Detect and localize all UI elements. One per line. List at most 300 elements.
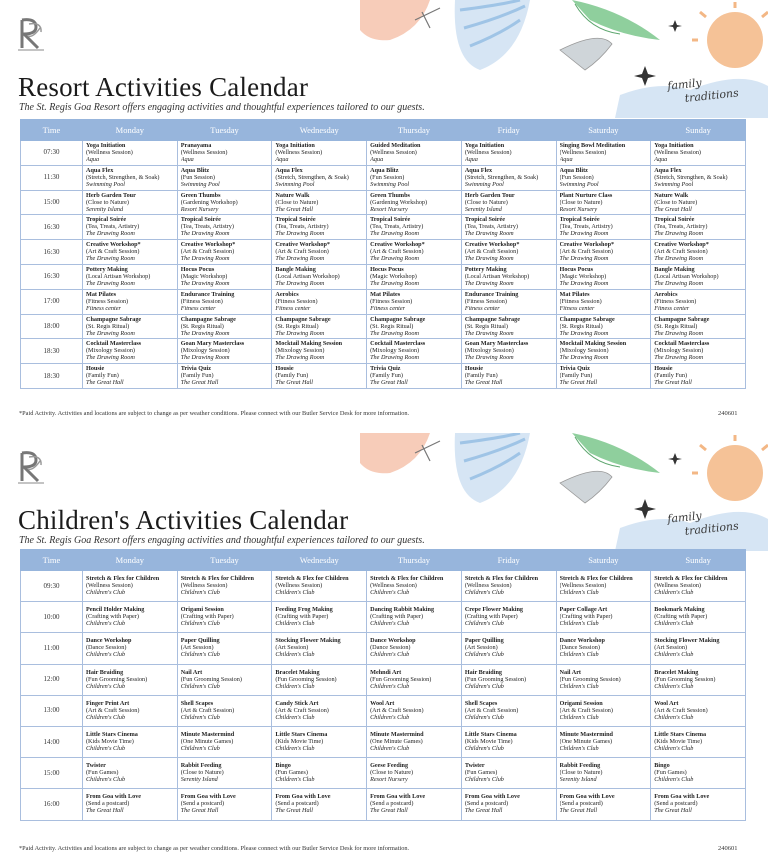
activity-cell xyxy=(177,633,272,664)
activity-type: (Crafting with Paper) xyxy=(275,613,329,621)
activity-name: Minute Mastermind xyxy=(180,730,235,738)
activity-type: (Art & Craft Session) xyxy=(86,248,140,256)
activity-type: (Send a postcard) xyxy=(86,800,130,808)
activity-type: (Crafting with Paper) xyxy=(559,613,613,621)
activity-name: Endurance Training xyxy=(464,290,519,298)
activity-type: (Fun Games) xyxy=(275,769,308,777)
activity-name: From Goa with Love xyxy=(464,793,520,801)
activity-cell xyxy=(651,364,746,389)
activity-type: (St. Regis Ritual) xyxy=(275,322,319,330)
activity-cell xyxy=(272,633,367,664)
activity-cell xyxy=(556,758,651,789)
activity-name: Nature Walk xyxy=(654,191,689,199)
activity-type: (Tea, Treats, Artistry) xyxy=(180,223,234,231)
activity-location: Resort Nursery xyxy=(559,205,598,213)
time-cell: 12:00 xyxy=(21,664,83,695)
day-header-friday: Friday xyxy=(461,550,556,571)
activity-name: Mat Pilates xyxy=(86,290,117,298)
activity-cell xyxy=(83,664,178,695)
activity-type: (Fitness Session) xyxy=(86,297,129,305)
activity-name: Mat Pilates xyxy=(559,290,590,298)
table-row xyxy=(21,789,746,820)
activity-type: (Stretch, Strengthen, & Soak) xyxy=(275,173,349,181)
activity-location: Children's Club xyxy=(370,651,410,659)
activity-cell xyxy=(177,339,272,364)
activity-type: (Close to Nature) xyxy=(275,198,319,206)
table-row xyxy=(21,695,746,726)
activity-type: (Family Fun) xyxy=(559,372,593,380)
activity-type: (Art Session) xyxy=(275,644,309,652)
activity-name: Creative Workshop* xyxy=(180,241,236,249)
activity-location: Children's Club xyxy=(464,713,504,721)
activity-type: (Wellness Session) xyxy=(370,582,417,589)
activity-cell xyxy=(461,141,556,166)
activity-type: (Fitness Session) xyxy=(275,297,318,305)
activity-location: Swimming Pool xyxy=(559,180,599,188)
activity-cell xyxy=(272,758,367,789)
activity-cell xyxy=(461,602,556,633)
activity-location: The Great Hall xyxy=(559,379,598,387)
activity-name: Herb Garden Tour xyxy=(86,191,136,199)
activity-location: Resort Nursery xyxy=(370,776,408,784)
activity-cell xyxy=(367,726,462,757)
activity-name: Tropical Soirée xyxy=(86,216,127,224)
page-subtitle: The St. Regis Goa Resort offers engaging activities and thoughtful experiences tailored to our guests. xyxy=(19,102,425,113)
activity-location: The Drawing Room xyxy=(86,329,135,337)
activity-location: The Great Hall xyxy=(180,807,219,815)
activity-cell xyxy=(83,633,178,664)
activity-cell xyxy=(272,289,367,314)
activity-location: Children's Club xyxy=(654,682,694,690)
activity-name: Candy Stick Art xyxy=(275,699,319,707)
activity-cell xyxy=(83,571,178,602)
activity-type: (Art & Craft Session) xyxy=(180,248,235,256)
table-row xyxy=(21,165,746,190)
activity-name: Aqua Flex xyxy=(275,166,303,174)
activity-type: (Mixology Session) xyxy=(86,347,135,355)
activity-type: (Local Artisan Workshop) xyxy=(275,272,340,280)
activity-cell xyxy=(651,633,746,664)
activity-location: Fitness center xyxy=(370,304,405,312)
day-header-monday: Monday xyxy=(83,550,178,571)
activity-cell xyxy=(556,215,651,240)
activity-type: (Fun Games) xyxy=(654,769,687,777)
activity-name: Paper Collage Art xyxy=(559,606,608,614)
activity-type: (Art & Craft Session) xyxy=(370,706,424,714)
activity-type: (One Minute Games) xyxy=(180,737,234,745)
activity-location: The Great Hall xyxy=(559,807,598,815)
time-cell: 16:30 xyxy=(21,264,83,289)
footnote: *Paid Activity. Activities and locations are subject to change as per weather conditions. Please connect with our Butler Service Desk for more information. xyxy=(19,410,410,417)
activity-name: Nail Art xyxy=(180,668,203,676)
activity-type: (Wellness Session) xyxy=(464,582,512,589)
activity-cell xyxy=(272,339,367,364)
activity-type: (Wellness Session) xyxy=(654,582,701,589)
activity-location: Swimming Pool xyxy=(86,180,126,188)
activity-cell xyxy=(272,664,367,695)
activity-type: (Wellness Session) xyxy=(559,149,607,156)
activity-type: (Wellness Session) xyxy=(464,149,512,156)
activity-type: (Fitness Session) xyxy=(559,297,602,305)
activity-name: Champagne Sabrage xyxy=(654,315,710,323)
activity-cell xyxy=(651,339,746,364)
activity-cell xyxy=(651,789,746,820)
activity-name: Stretch & Flex for Children xyxy=(180,575,254,582)
activity-type: (Family Fun) xyxy=(370,372,403,380)
activity-cell xyxy=(651,190,746,215)
activity-name: Aqua Flex xyxy=(86,166,114,174)
activity-location: The Drawing Room xyxy=(86,230,135,238)
activity-location: Children's Club xyxy=(86,776,126,784)
activity-name: Stretch & Flex for Children xyxy=(370,575,444,582)
activity-name: Champagne Sabrage xyxy=(370,315,426,323)
table-row xyxy=(21,602,746,633)
activity-location: The Drawing Room xyxy=(180,279,230,287)
activity-location: The Drawing Room xyxy=(180,230,230,238)
resort-activities-table xyxy=(20,119,746,389)
activity-location: Children's Club xyxy=(275,682,315,690)
activity-type: (Dance Session) xyxy=(559,644,600,652)
activity-name: Hocus Pocus xyxy=(559,265,594,273)
activity-cell xyxy=(556,314,651,339)
time-cell: 09:30 xyxy=(21,571,83,602)
activity-location: Children's Club xyxy=(370,713,410,721)
activity-location: Children's Club xyxy=(180,713,220,721)
table-row xyxy=(21,364,746,389)
activity-type: (Send a postcard) xyxy=(654,800,698,808)
activity-name: Creative Workshop* xyxy=(86,241,141,249)
table-row xyxy=(21,215,746,240)
activity-type: (Tea, Treats, Artistry) xyxy=(654,223,708,231)
activity-cell xyxy=(651,571,746,602)
activity-location: Children's Club xyxy=(86,589,126,596)
time-cell: 10:00 xyxy=(21,602,83,633)
page-title: Resort Activities Calendar xyxy=(18,72,309,102)
activity-cell xyxy=(556,695,651,726)
activity-cell xyxy=(367,215,462,240)
activity-location: Resort Nursery xyxy=(370,205,408,213)
activity-name: Dance Workshop xyxy=(86,637,132,645)
activity-name: Yoga Initiation xyxy=(654,142,694,149)
time-cell: 15:00 xyxy=(21,190,83,215)
activity-type: (St. Regis Ritual) xyxy=(370,322,414,330)
activity-location: The Drawing Room xyxy=(370,230,419,238)
activity-name: Bracelet Making xyxy=(275,668,320,676)
activity-cell xyxy=(367,264,462,289)
table-row xyxy=(21,289,746,314)
activity-name: From Goa with Love xyxy=(86,793,142,801)
activity-name: Aqua Flex xyxy=(464,166,493,174)
activity-location: Children's Club xyxy=(275,651,315,659)
activity-type: (St. Regis Ritual) xyxy=(559,322,603,330)
activity-name: Housie xyxy=(464,365,484,373)
activity-location: Children's Club xyxy=(370,620,410,628)
day-header-thursday: Thursday xyxy=(367,550,462,571)
activity-location: Aqua xyxy=(86,156,100,163)
activity-name: Aqua Blitz xyxy=(180,166,210,174)
activity-type: (Fun Games) xyxy=(86,769,119,777)
activity-cell xyxy=(461,240,556,265)
table-header-row xyxy=(21,120,746,141)
activity-cell xyxy=(177,215,272,240)
activity-type: (Crafting with Paper) xyxy=(86,613,139,621)
activity-name: Green Thumbs xyxy=(180,191,221,199)
activity-type: (Fun Grooming Session) xyxy=(654,675,716,683)
activity-location: The Great Hall xyxy=(654,807,692,815)
activity-name: Cocktail Masterclass xyxy=(370,340,426,348)
activity-cell xyxy=(461,664,556,695)
activity-name: Pranayama xyxy=(180,142,212,149)
activity-cell xyxy=(272,602,367,633)
activity-type: (Art & Craft Session) xyxy=(275,706,329,714)
activity-location: The Drawing Room xyxy=(559,279,609,287)
activity-name: Cocktail Masterclass xyxy=(86,340,142,348)
activity-cell xyxy=(651,695,746,726)
time-cell: 15:00 xyxy=(21,758,83,789)
activity-cell xyxy=(83,190,178,215)
activity-type: (Magic Workshop) xyxy=(559,272,607,280)
activity-cell xyxy=(83,726,178,757)
activity-type: (Stretch, Strengthen, & Soak) xyxy=(86,173,160,181)
activity-name: Green Thumbs xyxy=(370,191,410,199)
activity-name: Housie xyxy=(654,365,673,373)
activity-cell xyxy=(651,726,746,757)
activity-cell xyxy=(177,602,272,633)
activity-name: Endurance Training xyxy=(180,290,235,298)
time-column-header: Time xyxy=(21,550,83,571)
activity-name: Geese Feeding xyxy=(370,762,409,770)
st-regis-logo-icon xyxy=(16,14,46,54)
activity-name: Singing Bowl Meditation xyxy=(559,142,626,149)
activity-type: (Wellness Session) xyxy=(559,582,607,589)
activity-location: Serenity Island xyxy=(86,205,124,213)
activity-name: Origami Session xyxy=(180,606,224,614)
activity-cell xyxy=(367,633,462,664)
activity-location: Children's Club xyxy=(464,682,504,690)
activity-location: The Drawing Room xyxy=(180,329,230,337)
activity-type: (Art Session) xyxy=(654,644,688,652)
family-text: family xyxy=(666,509,703,526)
activity-cell xyxy=(651,141,746,166)
activity-type: (Art & Craft Session) xyxy=(559,706,613,714)
activity-type: (St. Regis Ritual) xyxy=(654,322,698,330)
activity-cell xyxy=(556,289,651,314)
activity-name: Creative Workshop* xyxy=(559,241,615,249)
activity-type: (Dance Session) xyxy=(370,644,411,652)
activity-location: Swimming Pool xyxy=(654,180,694,188)
activity-location: Children's Club xyxy=(275,713,315,721)
activity-name: Tropical Soirée xyxy=(180,216,221,224)
activity-location: Children's Club xyxy=(464,589,504,596)
activity-location: The Drawing Room xyxy=(559,230,609,238)
activity-location: Aqua xyxy=(370,156,384,163)
activity-cell xyxy=(177,695,272,726)
activity-location: Children's Club xyxy=(654,776,694,784)
activity-name: Mocktail Making Session xyxy=(275,340,343,348)
activity-name: Mehndi Art xyxy=(370,668,402,676)
activity-cell xyxy=(651,240,746,265)
activity-name: Stretch & Flex for Children xyxy=(464,575,539,582)
activity-name: Yoga Initiation xyxy=(275,142,315,149)
activity-type: (Wellness Session) xyxy=(654,149,701,156)
activity-cell xyxy=(367,339,462,364)
day-header-tuesday: Tuesday xyxy=(177,120,272,141)
activity-type: (Send a postcard) xyxy=(275,800,319,808)
activity-location: The Drawing Room xyxy=(654,255,704,263)
activity-type: (Tea, Treats, Artistry) xyxy=(370,223,424,231)
day-header-monday: Monday xyxy=(83,120,178,141)
activity-location: Children's Club xyxy=(654,713,694,721)
activity-type: (Send a postcard) xyxy=(370,800,414,808)
activity-cell xyxy=(177,141,272,166)
activity-name: Stretch & Flex for Children xyxy=(654,575,728,582)
activity-location: The Great Hall xyxy=(275,379,313,387)
activity-cell xyxy=(556,339,651,364)
activity-cell xyxy=(83,339,178,364)
activity-location: Children's Club xyxy=(86,682,126,690)
activity-name: Champagne Sabrage xyxy=(86,315,142,323)
activity-type: (Crafting with Paper) xyxy=(180,613,234,621)
activity-location: The Drawing Room xyxy=(464,354,514,362)
activity-cell xyxy=(272,789,367,820)
activity-cell xyxy=(556,633,651,664)
activity-type: (Wellness Session) xyxy=(86,149,133,156)
activity-type: (Close to Nature) xyxy=(559,769,603,777)
table-row xyxy=(21,726,746,757)
traditions-text: traditions xyxy=(684,86,740,105)
activity-location: Children's Club xyxy=(654,651,694,659)
activity-type: (Magic Workshop) xyxy=(180,272,228,280)
activity-type: (Fun Session) xyxy=(370,173,405,181)
day-header-sunday: Sunday xyxy=(651,550,746,571)
activity-cell xyxy=(272,364,367,389)
table-row xyxy=(21,664,746,695)
activity-cell xyxy=(651,664,746,695)
activity-cell xyxy=(272,215,367,240)
activity-name: Creative Workshop* xyxy=(464,241,520,249)
activity-type: (Tea, Treats, Artistry) xyxy=(86,223,140,231)
activity-cell xyxy=(367,165,462,190)
activity-type: (Fitness Session) xyxy=(370,297,413,305)
table-row xyxy=(21,264,746,289)
activity-location: Swimming Pool xyxy=(370,180,410,188)
activity-location: Children's Club xyxy=(370,744,410,752)
activity-type: (Dance Session) xyxy=(86,644,127,652)
activity-name: Bangle Making xyxy=(654,265,695,273)
activity-location: The Drawing Room xyxy=(464,255,514,263)
activity-name: Finger Print Art xyxy=(86,699,130,707)
activity-name: Dance Workshop xyxy=(559,637,605,645)
footnote: *Paid Activity. Activities and locations are subject to change as per weather conditions. Please connect with our Butler Service Desk for more information. xyxy=(19,845,410,852)
activity-location: Children's Club xyxy=(180,651,220,659)
activity-type: (Art & Craft Session) xyxy=(275,248,329,256)
activity-name: Crepe Flower Making xyxy=(464,606,524,614)
activity-name: Yoga Initiation xyxy=(464,142,505,149)
activity-type: (Crafting with Paper) xyxy=(464,613,518,621)
activity-location: Children's Club xyxy=(654,744,694,752)
activity-cell xyxy=(461,215,556,240)
activity-cell xyxy=(651,602,746,633)
activity-name: Tropical Soirée xyxy=(370,216,411,224)
activity-name: Stretch & Flex for Children xyxy=(559,575,633,582)
activity-cell xyxy=(83,695,178,726)
activity-cell xyxy=(83,165,178,190)
st-regis-logo-icon xyxy=(16,447,46,487)
activity-type: (Fun Grooming Session) xyxy=(275,675,337,683)
activity-name: Housie xyxy=(275,365,294,373)
activity-name: Feeding Frog Making xyxy=(275,606,333,614)
activity-name: Hocus Pocus xyxy=(370,265,404,273)
activity-location: The Great Hall xyxy=(654,205,692,213)
activity-type: (Fun Games) xyxy=(464,769,498,777)
activity-location: Children's Club xyxy=(464,744,504,752)
activity-cell xyxy=(177,726,272,757)
activity-name: Champagne Sabrage xyxy=(275,315,331,323)
activity-location: The Drawing Room xyxy=(275,279,325,287)
activity-name: Bangle Making xyxy=(275,265,316,273)
activity-type: (Fun Session) xyxy=(180,173,215,181)
activity-cell xyxy=(83,364,178,389)
activity-location: The Great Hall xyxy=(180,379,219,387)
activity-name: Nail Art xyxy=(559,668,581,676)
activity-location: Children's Club xyxy=(559,589,599,596)
activity-name: Twister xyxy=(464,762,485,770)
activity-cell xyxy=(367,314,462,339)
day-header-thursday: Thursday xyxy=(367,120,462,141)
activity-name: Hair Braiding xyxy=(86,668,124,676)
activity-cell xyxy=(367,602,462,633)
table-row xyxy=(21,141,746,166)
activity-type: (Wellness Session) xyxy=(180,149,228,156)
activity-type: (Wellness Session) xyxy=(180,582,228,589)
activity-name: From Goa with Love xyxy=(275,793,331,801)
activity-type: (Gardening Workshop) xyxy=(370,198,428,206)
activity-cell xyxy=(177,314,272,339)
activity-cell xyxy=(177,264,272,289)
activity-name: Herb Garden Tour xyxy=(464,191,515,199)
day-header-sunday: Sunday xyxy=(651,120,746,141)
day-header-saturday: Saturday xyxy=(556,120,651,141)
activity-cell xyxy=(367,364,462,389)
activity-name: Little Stars Cinema xyxy=(464,730,517,738)
activity-location: The Drawing Room xyxy=(654,329,704,337)
activity-location: Children's Club xyxy=(370,589,410,596)
activity-cell xyxy=(272,141,367,166)
activity-name: Shell Scapes xyxy=(180,699,214,707)
time-cell: 07:30 xyxy=(21,141,83,166)
activity-type: (Mixology Session) xyxy=(464,347,514,355)
activity-cell xyxy=(556,240,651,265)
activity-name: Mat Pilates xyxy=(370,290,401,298)
activity-type: (Art Session) xyxy=(180,644,214,652)
activity-name: Champagne Sabrage xyxy=(464,315,520,323)
activity-location: Children's Club xyxy=(180,589,220,596)
activity-location: Fitness center xyxy=(464,304,500,312)
activity-name: Aqua Blitz xyxy=(559,166,588,174)
activity-cell xyxy=(367,289,462,314)
activity-cell xyxy=(651,264,746,289)
activity-location: Children's Club xyxy=(559,744,599,752)
activity-name: Pottery Making xyxy=(464,265,507,273)
time-cell: 18:30 xyxy=(21,364,83,389)
activity-type: (Stretch, Strengthen, & Soak) xyxy=(654,173,728,181)
activity-cell xyxy=(461,289,556,314)
activity-cell xyxy=(367,141,462,166)
activity-type: (Kids Movie Time) xyxy=(464,737,513,745)
table-row xyxy=(21,571,746,602)
activity-type: (Art & Craft Session) xyxy=(180,706,235,714)
activity-cell xyxy=(272,264,367,289)
